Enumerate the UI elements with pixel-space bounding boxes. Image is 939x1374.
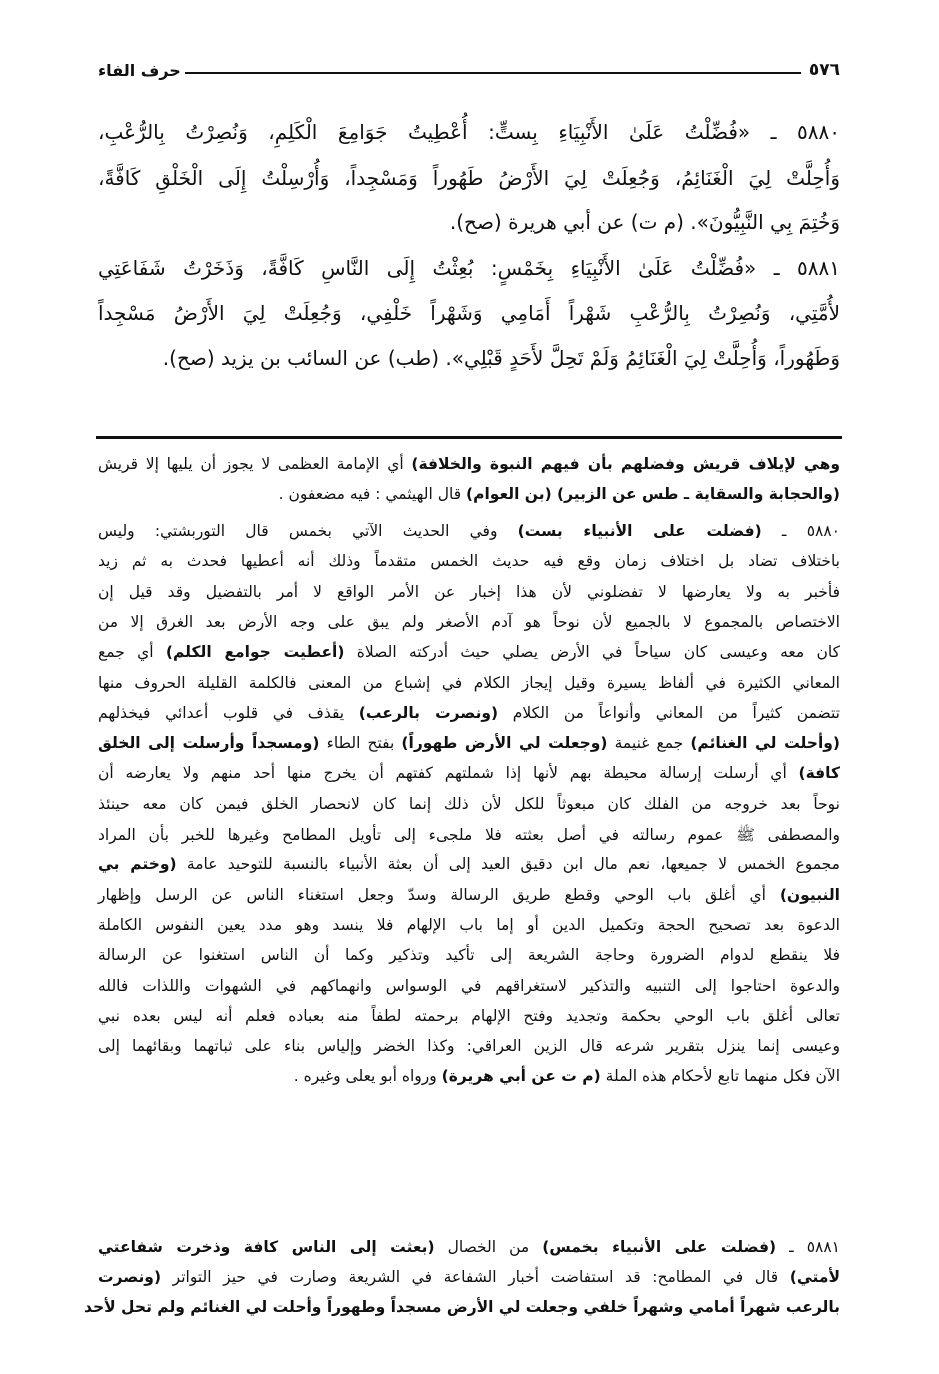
hadith-line — [98, 210, 840, 234]
text-segment: وَأُحِلَّتْ لِيَ الْغَنَائِمُ، وَجُعِلَتْ لِيَ الأَرْضُ طَهُوراً وَمَسْجِداً، وَأُرْسِلْتُ إِلَى الْخَلْقِ كَافَّةً، — [98, 166, 840, 190]
commentary-line — [98, 795, 840, 813]
text-segment: جمع غنيمة — [607, 734, 691, 753]
text-segment: ٥٨٨٠ ـ — [761, 522, 840, 540]
bold-text-segment: لأمتي) — [789, 1268, 840, 1286]
text-segment: لأُمَّتِي، وَنُصِرْتُ بِالرُّعْبِ شَهْراً أَمَامِي وَشَهْراً خَلْفِي، وَجُعِلَتْ لِيَ الأَرْضُ مَسْجِداً — [98, 301, 840, 325]
bold-text-segment: وهي لإيلاف قريش وفضلهم بأن فيهم النبوة والخلافة) — [411, 455, 840, 473]
text-segment: وفي الحديث الآتي بخمس قال التوربشتي: وليس — [98, 522, 518, 540]
commentary-line — [98, 704, 840, 722]
text-segment: ٥٨٨٠ ـ «فُضِّلْتُ عَلَىٰ الأَنْبِيَاءِ بِستٍّ: أُعْطِيتُ جَوَامِعَ الْكَلِمِ، وَنُصِرْتُ بِالرُّعْبِ، — [98, 120, 840, 144]
chapter-title: حرف الفاء — [98, 61, 181, 80]
text-segment: مجموع الخمس لا جميعها، نعم مال ابن دقيق العيد إلى أن بعثة الأنبياء بالنسبة للتوحيد عامة — [176, 855, 840, 874]
commentary-line — [98, 1268, 840, 1286]
text-segment: الآن فكل منهما تابع لأحكام هذه الملة — [600, 1067, 840, 1086]
text-segment: كان معه وعيسى كان سياحاً في الأرض يصلي حيث أدركته الصلاة — [344, 643, 840, 662]
bold-text-segment: (وأحلت لي الغنائم) — [690, 734, 841, 753]
commentary-line — [98, 455, 840, 473]
footnote-separator — [96, 436, 842, 439]
hadith-line — [98, 346, 840, 370]
commentary-line — [98, 1037, 840, 1055]
commentary-line — [98, 613, 840, 631]
commentary-line — [98, 734, 840, 752]
text-segment: أي أرسلت إرسالة محيطة بهم لأنها إذا شملتهم كفتهم أن يخرج منها أحد منهم ولا يعارضه أن — [98, 764, 799, 783]
text-segment: فلا ينقطع لدوام الضرورة وحاجة الشريعة إلى تأكيد وتذكير وكما أن الناس استغنوا عن الرسالة — [98, 946, 840, 965]
commentary-line — [98, 485, 840, 503]
text-segment: وعيسى إنما ينزل بتقرير شرعه قال الزين العراقي: وكذا الخضر وإلياس بناء على ثباتهما وبقائهما إلى — [98, 1037, 840, 1056]
bold-text-segment: (ونصرت — [98, 1268, 162, 1286]
hadith-line — [98, 301, 840, 325]
commentary-line — [98, 886, 840, 904]
text-segment: أي جمع — [98, 643, 166, 662]
text-segment: ٥٨٨١ ـ — [776, 1238, 840, 1256]
commentary-line — [98, 764, 840, 782]
commentary-line — [98, 946, 840, 964]
bold-text-segment: (فضلت على الأنبياء بخمس) — [542, 1238, 777, 1256]
commentary-line — [98, 674, 840, 692]
text-segment: قال في المطامح: قد استفاضت أخبار الشفاعة في الشريعة وصارت في حيز التواتر — [161, 1268, 790, 1286]
bold-text-segment: (والحجابة والسقاية ـ طس عن الزبير) (بن العوام) — [466, 485, 840, 503]
hadith-line — [98, 256, 840, 280]
text-segment: من الخصال — [434, 1238, 543, 1256]
header-rule — [185, 72, 801, 74]
bold-text-segment: كافة) — [798, 764, 840, 783]
bold-text-segment: (أعطيت جوامع الكلم) — [165, 643, 345, 662]
text-segment: الدعوة بعد تصحيح الحجة وتكميل الدين أو إما باب الإلهام فلا ينسد وهو مدد يعين النفوس الكاملة — [98, 915, 840, 934]
text-segment: تتضمن كثيراً من المعاني وأنواعاً من الكلام — [498, 703, 840, 722]
page-header — [98, 52, 840, 80]
commentary-line — [84, 1298, 840, 1316]
text-segment: فأخبر به ولا يعارضها لا تفضلوني لأن هذا إخبار عن الأمر الواقع لا أمر بالتفضيل وقد قيل إن — [98, 582, 840, 601]
text-segment: ورواه أبو يعلى وغيره . — [293, 1067, 442, 1086]
bold-text-segment: (م ت عن أبي هريرة) — [441, 1067, 601, 1086]
hadith-line — [98, 166, 840, 190]
bold-text-segment: (وختم بي — [98, 855, 177, 874]
text-segment: نوحاً بعد خروجه من الفلك كان مبعوثاً للكل لأن ذلك إنما كان لانحصار الخلق فيمن كان معه حينئذ — [98, 794, 840, 813]
text-segment: قال الهيثمي : فيه مضعفون . — [278, 485, 467, 503]
commentary-line — [98, 1067, 840, 1085]
page-number: ٥٧٦ — [808, 60, 840, 80]
text-segment: وَطَهُوراً، وَأُحِلَّتْ لِيَ الْغَنَائِمُ وَلَمْ تَحِلَّ لأَحَدٍ قَبْلِي». (طب) عن السائب بن يزيد (صح). — [162, 346, 840, 370]
bold-text-segment: بالرعب شهراً أمامي وشهراً خلفي وجعلت لي الأرض مسجداً وطهوراً وأحلت لي الغنائم ولم تحل لأحد — [84, 1298, 840, 1316]
hadith-line — [98, 120, 840, 144]
commentary-line — [98, 855, 840, 873]
text-segment: بفتح الطاء — [319, 734, 402, 753]
text-segment: المعاني الكثيرة في ألفاظ يسيرة وقيل إيجاز الكلام في إشباع من المعنى فالكلمة القليلة الحروف منها — [98, 673, 840, 692]
commentary-line — [98, 825, 840, 848]
text-segment: باختلاف تضاد بل اختلاف زمان وقع فيه حديث الخمس متقدماً وذلك أنه أعطيها فحدث به ثم زيد — [98, 552, 840, 571]
text-segment: والدعوة احتاجوا إلى التنبيه والتذكير لاستغراقهم في الوسواس وانهماكهم في الشهوات واللذات فالله — [98, 976, 840, 995]
text-segment: وَخُتِمَ بِي النَّبِيُّونَ». (م ت) عن أبي هريرة (صح). — [449, 210, 840, 234]
commentary-line — [98, 916, 840, 934]
bold-text-segment: (وجعلت لي الأرض طهوراً) — [401, 734, 608, 753]
commentary-line — [98, 522, 840, 540]
bold-text-segment: (ونصرت بالرعب) — [358, 703, 499, 722]
bold-text-segment: (بعثت إلى الناس كافة وذخرت شفاعتي — [98, 1238, 435, 1256]
commentary-line — [98, 1238, 840, 1256]
text-segment: والمصطفى ﷺ عموم رسالته في أصل بعثته فلا ملجىء إلى تأويل المطامح وغيرها للخبر بأن المراد — [98, 826, 840, 844]
bold-text-segment: النبيون) — [779, 885, 840, 904]
text-segment: الاختصاص بالمجموع لا بالجميع لأن نوحاً هو آدم الأصغر ولم يبق على وجه الأرض بعد الغرق إلا من — [98, 612, 840, 631]
text-segment: ٥٨٨١ ـ «فُضِّلْتُ عَلَىٰ الأَنْبِيَاءِ بِخَمْسٍ: بُعِثْتُ إِلَى النَّاسِ كَافَّةً، وَذَخَرْتُ شَفَاعَتِي — [98, 256, 840, 280]
text-segment: أي أغلق باب الوحي وقطع طريق الرسالة وسدّ وجعل استغناء الناس عن الرسل وإظهار — [98, 885, 780, 904]
commentary-line — [98, 1007, 840, 1025]
text-segment: أي الإمامة العظمى لا يجوز أن يليها إلا قريش — [98, 455, 412, 473]
text-segment: تعالى أغلق باب الوحي بحكمة وتجديد وفتح الإلهام برحمته لطفاً منه بعباده فعلم أنه ليس بعده نبي — [98, 1006, 840, 1025]
bold-text-segment: (ومسجداً وأرسلت إلى الخلق — [98, 734, 320, 753]
bold-text-segment: (فضلت على الأنبياء بست) — [517, 522, 762, 540]
commentary-line — [98, 977, 840, 995]
commentary-line — [98, 583, 840, 601]
commentary-line — [98, 552, 840, 570]
text-segment: يقذف في قلوب أعدائي فيخذلهم — [98, 703, 359, 722]
commentary-line — [98, 643, 840, 661]
